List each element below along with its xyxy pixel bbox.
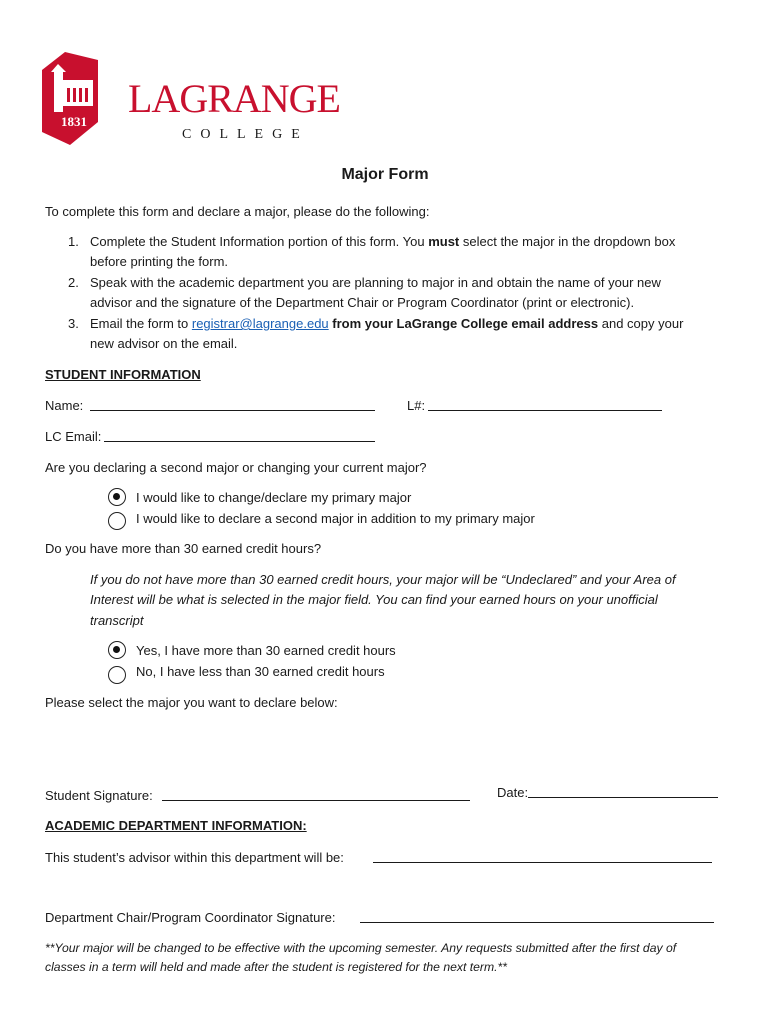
step-2-line-2: advisor and the signature of the Department Chair or Program Coordinator (print or electronic).	[90, 295, 635, 310]
advisor-label: This student’s advisor within this department will be:	[45, 850, 344, 865]
q1-option-primary-radio[interactable]	[108, 488, 126, 506]
date-field[interactable]	[528, 797, 718, 798]
step-1-line-2: before printing the form.	[90, 254, 229, 269]
logo-year: 1831	[61, 114, 87, 129]
q2-question: Do you have more than 30 earned credit hours?	[45, 541, 322, 556]
step-3-line-2: new advisor on the email.	[90, 336, 238, 351]
date-label: Date:	[497, 785, 529, 800]
q2-note-line-2: Interest will be what is selected in the major field. You can find your earned hours on your unofficial	[90, 592, 658, 607]
dept-section-heading: ACADEMIC DEPARTMENT INFORMATION:	[45, 818, 307, 833]
logo-name: LAGRANGE	[128, 76, 340, 121]
name-label: Name:	[45, 398, 84, 413]
page-title: Major Form	[341, 166, 429, 183]
lnum-field[interactable]	[428, 410, 662, 411]
q2-option-no-radio[interactable]	[108, 666, 126, 684]
q2-option-no-label: No, I have less than 30 earned credit hours	[136, 664, 385, 679]
footer-note-line-1: **Your major will be changed to be effective with the upcoming semester. Any requests submitted after the first day of	[45, 941, 677, 955]
q1-option-primary-label: I would like to change/declare my primary major	[136, 490, 412, 505]
step-3-line-1: 3. Email the form to registrar@lagrange.edu from your LaGrange College email address and copy your	[68, 316, 684, 331]
logo-subtitle: COLLEGE	[182, 127, 309, 142]
q1-question: Are you declaring a second major or changing your current major?	[45, 460, 427, 475]
email-field[interactable]	[104, 441, 375, 442]
chair-signature-label: Department Chair/Program Coordinator Signature:	[45, 910, 336, 925]
q2-option-yes-radio[interactable]	[108, 641, 126, 659]
email-label: LC Email:	[45, 429, 102, 444]
advisor-field[interactable]	[373, 862, 712, 863]
name-field[interactable]	[90, 410, 375, 411]
college-logo	[40, 50, 360, 150]
footer-note-line-2: classes in a term will held and made after the student is registered for the next term.**	[45, 960, 507, 974]
q1-option-second-radio[interactable]	[108, 512, 126, 530]
q1-option-second-label: I would like to declare a second major in addition to my primary major	[136, 511, 535, 526]
intro-text: To complete this form and declare a major, please do the following:	[45, 204, 430, 219]
student-section-heading: STUDENT INFORMATION	[45, 367, 201, 382]
chair-signature-field[interactable]	[360, 922, 714, 923]
select-major-prompt: Please select the major you want to declare below:	[45, 695, 338, 710]
student-signature-label: Student Signature:	[45, 788, 153, 803]
q2-note-line-3: transcript	[90, 613, 144, 628]
student-signature-field[interactable]	[162, 800, 470, 801]
step-1-line-1: 1. Complete the Student Information portion of this form. You must select the major in the dropdown box	[68, 234, 676, 249]
step-2-line-1: 2. Speak with the academic department you are planning to major in and obtain the name of your new	[68, 275, 661, 290]
q2-option-yes-label: Yes, I have more than 30 earned credit hours	[136, 643, 396, 658]
lnum-label: L#:	[407, 398, 426, 413]
q2-note-line-1: If you do not have more than 30 earned credit hours, your major will be “Undeclared” and your Area of	[90, 572, 676, 587]
registrar-email-link[interactable]: registrar@lagrange.edu	[191, 316, 329, 331]
